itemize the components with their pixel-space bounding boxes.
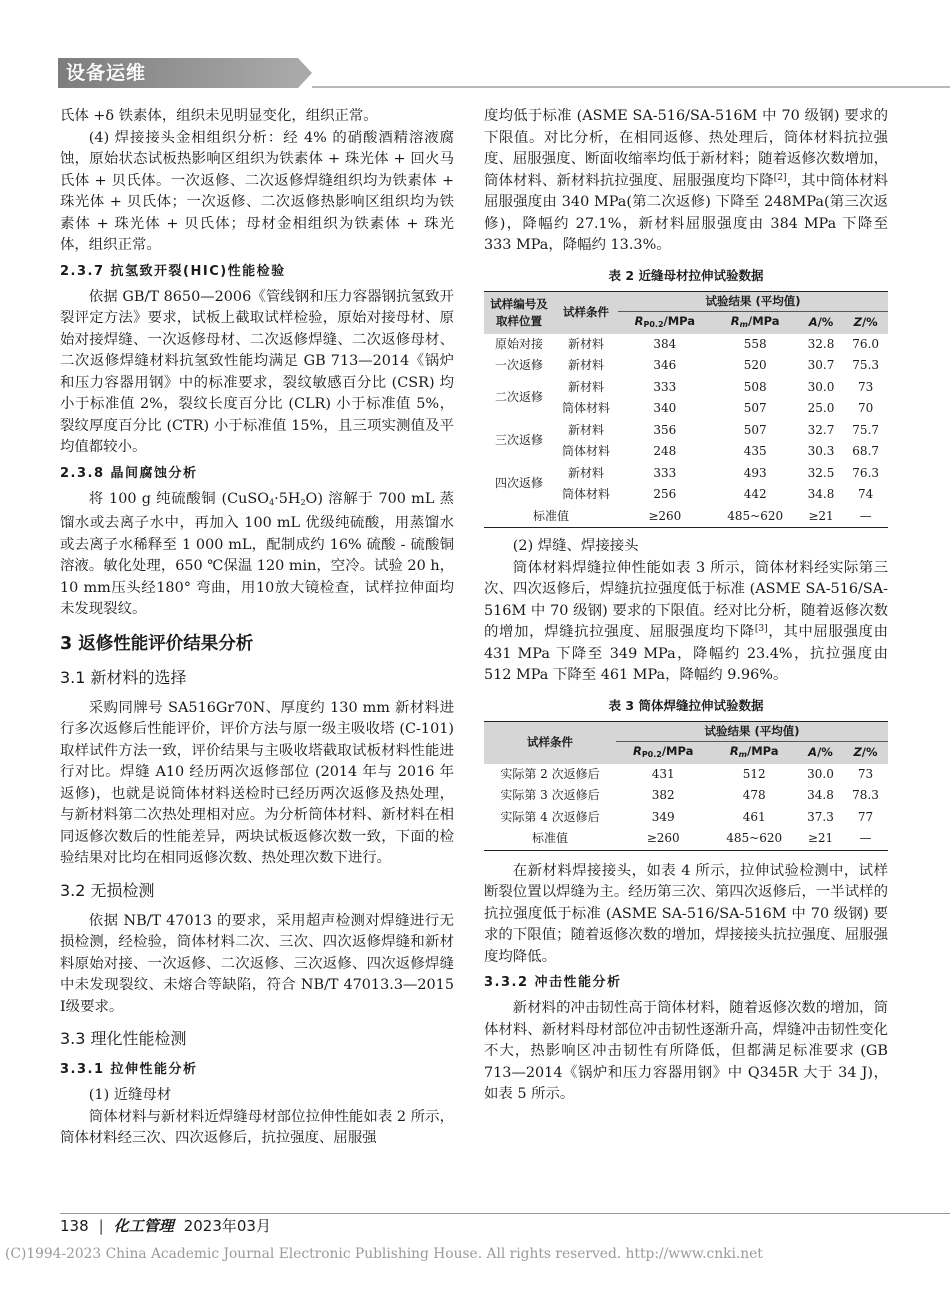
table-3-caption: 表 3 筒体焊缝拉伸试验数据	[608, 697, 764, 713]
unit: /MPa	[661, 743, 694, 758]
cell-position: 四次返修	[494, 476, 543, 491]
unit: /%	[817, 745, 833, 759]
cell-rm: 461	[742, 809, 766, 824]
col-head-rp: $R_{P0.2}$/MPa	[616, 741, 710, 764]
cell-a: 30.3	[807, 444, 835, 458]
cell-rp: 349	[651, 809, 675, 824]
cell-a: ≥21	[807, 831, 834, 845]
col-head-z	[843, 741, 888, 764]
cell-rp: 256	[653, 487, 677, 501]
symbol: Z	[853, 745, 862, 759]
cell-rp: 333	[653, 465, 677, 480]
col-head-result: 试验结果 (平均值)	[618, 291, 888, 311]
table-row	[484, 785, 888, 807]
cell-position: 一次返修	[494, 358, 543, 372]
col-head-result: 试验结果 (平均值)	[616, 721, 888, 741]
cell-rm: 442	[743, 487, 767, 501]
cell-rm: 512	[742, 766, 766, 781]
table-row	[484, 377, 888, 399]
symbol: Z	[853, 315, 862, 329]
table-2-caption: 表 2 近缝母材拉伸试验数据	[608, 267, 764, 283]
cell-a: 25.0	[807, 401, 835, 415]
symbol: A	[808, 315, 818, 329]
paragraph: 在新材料焊接接头，如表 4 所示，拉伸试验检测中，试样断裂位置以焊缝为主。经历第三次、第四次返修后，一半试样的抗拉强度低于标准 (ASME SA-516/SA-516M 中 70 级钢) 要求的下限值；随着返修次数的增加，焊接接头抗拉强度、屈服强度均降低。	[484, 862, 888, 965]
table-row	[484, 463, 888, 485]
col-head-rm: $R_m$/MPa	[712, 311, 799, 334]
col-head-rm: $R_m$/MPa	[710, 741, 798, 764]
col-head-a	[798, 741, 843, 764]
table-row-standard	[484, 506, 888, 528]
heading-2-3-7: 2.3.7 抗氢致开裂(HIC)性能检验	[60, 263, 286, 279]
cell-rp: 431	[651, 766, 675, 781]
cell-z: 75.7	[852, 422, 880, 437]
cell-rm: 507	[743, 422, 767, 437]
cell-z: 74	[858, 487, 874, 501]
journal-name: 化工管理	[113, 1217, 174, 1235]
cell-rm: 507	[743, 401, 767, 415]
cell-rp: 346	[653, 358, 677, 372]
unit: /%	[861, 315, 878, 329]
text-run: 度均低于标准 (ASME SA-516/SA-516M 中 70 级钢) 要求的下限值。对比分析，在相同返修、热处理后，筒体材料抗拉强度、屈服强度、断面收缩率均低于新材料；随着返修次数增加，筒体材料、新材料抗拉强度、屈服强度均下降	[484, 108, 888, 189]
col-head-condition: 试样条件	[484, 721, 616, 764]
heading-3-3-1: 3.3.1 拉伸性能分析	[60, 1062, 198, 1077]
cell-rm: 485~620	[727, 508, 784, 523]
header-rule	[312, 86, 950, 88]
heading-2-3-8: 2.3.8 晶间腐蚀分析	[60, 465, 198, 481]
cell-z: 70	[858, 401, 874, 415]
cell-cond: 新材料	[567, 422, 604, 437]
cell-a: ≥21	[808, 508, 834, 523]
unit: /MPa	[663, 313, 696, 328]
cell-rp: 248	[653, 444, 677, 458]
table-2	[484, 291, 888, 529]
table-row	[484, 420, 888, 442]
cell-standard-label: 标准值	[532, 508, 569, 523]
table-3-body	[484, 764, 888, 851]
cell-z: 73	[857, 766, 874, 781]
cell-rp: ≥260	[648, 508, 682, 523]
cell-a: 32.8	[807, 336, 835, 351]
table-row	[484, 807, 888, 829]
col-head-condition: 试样条件	[554, 291, 618, 334]
cell-rp: 382	[651, 788, 675, 802]
text-run: ·5H	[274, 490, 301, 507]
cell-position: 二次返修	[494, 390, 543, 405]
text-run: 筒体材料焊缝拉伸性能如表 3 所示，筒体材料经实际第三次、四次返修后，焊缝抗拉强度低于标准 (ASME SA-516/SA-516M 中 70 级钢) 要求的下限值。经对比分析，随着返修次数的增加，焊缝抗拉强度、屈服强度均下降	[484, 559, 888, 640]
paragraph: 依据 NB/T 47013 的要求，采用超声检测对焊缝进行无损检测，经检验，筒体材料二次、三次、四次返修焊缝和新材料原始对接、一次返修、二次返修、三次返修、四次返修焊缝中未发现裂纹、未熔合等缺陷，符合 NB/T 47013.3—2015 Ⅰ级要求。	[60, 912, 454, 1015]
cell-position: 原始对接	[494, 336, 543, 351]
cell-z: 76.3	[852, 465, 880, 480]
cell-a: 30.0	[807, 379, 835, 394]
table-row	[484, 334, 888, 356]
footer	[60, 1216, 271, 1236]
right-column	[484, 106, 888, 1106]
citation-ref: [3]	[754, 624, 768, 634]
table-row	[484, 764, 888, 786]
paragraph: 新材料的冲击韧性高于筒体材料，随着返修次数的增加，筒体材料、新材料母材部位冲击韧性逐渐升高，焊缝冲击韧性变化不大，热影响区冲击韧性有所降低，但都满足标准要求 (GB 713—2014《锅炉和压力容器用钢》中 Q345R 大于 34 J)，如表 5 所示。	[484, 1000, 888, 1102]
cell-rm: 558	[743, 336, 767, 351]
cell-rp: 356	[653, 422, 677, 437]
cell-z: 73	[858, 379, 874, 394]
section-title: 设备运维	[66, 62, 147, 84]
paragraph: 依据 GB/T 8650—2006《管线钢和压力容器钢抗氢致开裂评定方法》要求，试板上截取试样检验，原始对接母材、原始对接焊缝、一次返修母材、二次返修焊缝、二次返修母材、二次返修焊缝材料抗氢致性能均满足 GB 713—2014《锅炉和压力容器用钢》中的标准要求，裂纹敏感百分比 (CSR) 均小于标准值 2%，裂纹长度百分比 (CLR) 小于标准值 5%，裂纹厚度百分比 (CTR) 小于标准值 15%，且三项实测值及平均值都较小。	[60, 288, 454, 455]
table-3	[484, 721, 888, 851]
text-run: O) 溶解于 700 mL 蒸馏水或去离子水中，再加入 100 mL 优级纯硫酸，用蒸馏水或去离子水稀释至 1 000 mL，配制成约 16% 硫酸 - 硫酸铜溶液。敏化处理，650 ℃保温 120 min，空冷。试验 20 h，10 mm压头经180° 弯曲，用10放大镜检查，试样拉伸面均未发现裂纹。	[60, 490, 454, 617]
paragraph: 氏体 +δ 铁素体，组织未见明显变化，组织正常。	[60, 108, 378, 124]
col-head-a	[799, 311, 844, 334]
cell-cond: 新材料	[567, 336, 604, 351]
heading-3-3: 3.3 理化性能检测	[60, 1029, 187, 1048]
cell-rp: ≥260	[646, 831, 680, 845]
cell-rm: 485~620	[726, 831, 783, 845]
text-run: ，其中筒体材料屈服强度由 340 MPa(第二次返修) 下降至 248MPa(第三次返修)，降幅约 27.1%，新材料屈服强度由 384 MPa 下降至 333 MPa，降幅约 13.3%。	[484, 172, 888, 253]
cell-z: 78.3	[852, 788, 879, 802]
cell-cond: 新材料	[567, 358, 604, 372]
unit: /MPa	[748, 313, 780, 328]
cell-cond: 筒体材料	[561, 444, 610, 458]
cell-rm: 508	[743, 379, 767, 394]
paragraph: (1) 近缝母材	[88, 1087, 172, 1103]
cell-a: 32.5	[807, 465, 835, 480]
footer-separator: |	[98, 1217, 104, 1235]
cell-rp: 333	[653, 379, 677, 394]
cell-z: 77	[857, 809, 874, 824]
symbol: A	[808, 745, 818, 759]
cell-rm: 435	[743, 444, 767, 458]
footer-rule	[60, 1213, 950, 1214]
cell-rp: 384	[653, 336, 677, 351]
cell-z: 75.3	[852, 358, 880, 372]
cell-a: 34.8	[807, 487, 835, 501]
cell-cond: 筒体材料	[561, 401, 610, 415]
issue-date: 2023年03月	[183, 1217, 271, 1235]
cell-cond: 实际第 2 次返修后	[500, 766, 600, 781]
heading-3: 3 返修性能评价结果分析	[60, 633, 254, 654]
paragraph: 采购同牌号 SA516Gr70N、厚度约 130 mm 新材料进行多次返修后性能评价，评价方法与原一级主吸收塔 (C-101) 取样试件方法一致，评价结果与主吸收塔截取试板材料性能进行对比。焊缝 A10 经历两次返修部位 (2014 年与 2016 年返修)，也就是说筒体材料送检时已经历两次返修及热处理，与新材料第二次热处理相对应。为分析筒体材料、新材料在相同返修次数后的性能差异，两块试板返修次数一致，下面的检验结果对比均在相同返修次数、热处理次数下进行。	[60, 699, 454, 866]
unit: /%	[817, 315, 834, 329]
cell-a: 30.0	[807, 766, 834, 781]
cell-rp: 340	[653, 401, 677, 415]
unit: /MPa	[747, 743, 779, 758]
text-run: 将 100 g 纯硫酸铜 (CuSO	[88, 490, 270, 507]
subscript: 2	[300, 497, 306, 507]
left-column	[60, 106, 454, 1150]
cell-z: 68.7	[852, 444, 880, 458]
cell-rm: 520	[743, 358, 767, 372]
paragraph: (4) 焊接接头金相组织分析：经 4% 的硝酸酒精溶液腐蚀，原始状态试板热影响区组织为铁素体 + 珠光体 + 回火马氏体 + 贝氏体。一次返修、二次返修焊缝组织均为铁素体 + 珠光体 + 贝氏体；一次返修、二次返修热影响区组织均为铁素体 + 珠光体 + 贝氏体；母材金相组织为铁素体 + 珠光体，组织正常。	[60, 129, 454, 253]
banner-arrow	[298, 58, 312, 88]
paragraph	[484, 106, 888, 257]
cell-a: 30.7	[807, 358, 835, 372]
unit: /%	[861, 745, 878, 759]
page-number: 138	[60, 1217, 89, 1235]
col-head-position: 试样编号及取样位置	[484, 291, 554, 334]
cell-cond: 实际第 3 次返修后	[500, 788, 600, 802]
cell-cond: 筒体材料	[561, 487, 610, 501]
table-row	[484, 355, 888, 377]
cell-cond: 新材料	[567, 465, 604, 480]
col-head-z	[843, 311, 888, 334]
paragraph: 筒体材料与新材料近焊缝母材部位拉伸性能如表 2 所示，筒体材料经三次、四次返修后，抗拉强度、屈服强	[60, 1108, 454, 1146]
cell-position: 三次返修	[494, 433, 543, 448]
cell-cond: 新材料	[567, 379, 604, 394]
cell-rm: 478	[742, 788, 766, 802]
cell-a: 37.3	[807, 809, 834, 824]
citation-ref: [2]	[773, 172, 787, 183]
cell-cond: 实际第 4 次返修后	[500, 809, 600, 824]
cell-rm: 493	[743, 465, 767, 480]
cell-z: 76.0	[852, 336, 880, 351]
heading-3-3-2: 3.3.2 冲击性能分析	[484, 975, 622, 990]
cell-z: —	[859, 831, 872, 845]
table-2-body	[484, 334, 888, 528]
paragraph	[60, 489, 454, 621]
cell-a: 34.8	[807, 788, 834, 802]
paragraph: (2) 焊缝、焊接接头	[512, 538, 639, 554]
col-head-rp: $R_{P0.2}$/MPa	[618, 311, 712, 334]
text-run: ，其中屈服强度由 431 MPa 下降至 349 MPa，降幅约 23.4%，抗拉强度由 512 MPa 下降至 461 MPa，降幅约 9.96%。	[484, 624, 888, 683]
table-row-standard	[484, 828, 888, 850]
heading-3-1: 3.1 新材料的选择	[60, 667, 187, 687]
paragraph	[484, 558, 888, 687]
copyright-notice: (C)1994-2023 China Academic Journal Electronic Publishing House. All rights reserved. http://www.cnki.net	[5, 1246, 763, 1262]
cell-z: —	[859, 508, 872, 523]
subscript: 4	[269, 497, 275, 507]
cell-standard-label: 标准值	[531, 831, 568, 845]
heading-3-2: 3.2 无损检测	[60, 880, 155, 900]
cell-a: 32.7	[807, 422, 835, 437]
